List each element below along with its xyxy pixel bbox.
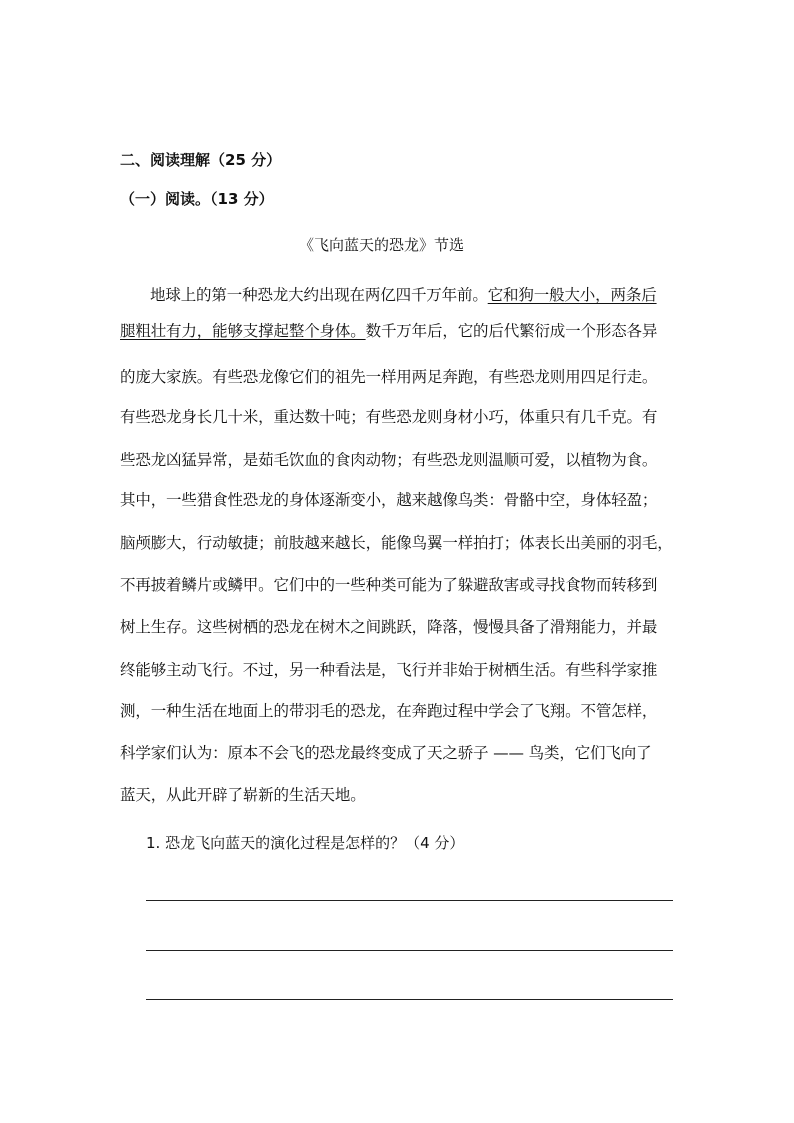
passage-text: 数千万年后，它的后代繁衍成一个形态各异 — [365, 322, 658, 340]
answer-line[interactable] — [146, 950, 673, 951]
section-title: 二、阅读理解（25 分） — [120, 151, 282, 169]
passage-line — [120, 320, 676, 342]
passage-line — [120, 742, 676, 764]
passage-text: 的庞大家族。有些恐龙像它们的祖先一样用两足奔跑，有些恐龙则用四足行走。 — [120, 368, 658, 386]
passage-text: 其中，一些猎食性恐龙的身体逐渐变小，越来越像鸟类：骨骼中空，身体轻盈； — [120, 491, 658, 509]
passage-line — [120, 784, 676, 806]
passage-line — [120, 532, 676, 554]
passage-line — [120, 366, 676, 388]
underlined-sentence: 腿粗壮有力，能够支撑起整个身体。 — [120, 322, 366, 340]
passage-text: 树上生存。这些树栖的恐龙在树木之间跳跃，降落，慢慢具备了滑翔能力，并最 — [120, 618, 658, 636]
underlined-sentence: 它和狗一般大小，两条后 — [487, 286, 657, 304]
passage-line — [120, 406, 676, 428]
passage-text: 不再披着鳞片或鳞甲。它们中的一些种类可能为了躲避敌害或寻找食物而转移到 — [120, 576, 658, 594]
passage-line — [120, 574, 676, 596]
passage-line — [150, 284, 676, 306]
passage-line — [120, 616, 676, 638]
passage-line — [120, 700, 676, 722]
answer-line[interactable] — [146, 999, 673, 1000]
passage-text: 些恐龙凶猛异常，是茹毛饮血的食肉动物；有些恐龙则温顺可爱，以植物为食。 — [120, 451, 658, 469]
passage-text: 测，一种生活在地面上的带羽毛的恐龙，在奔跑过程中学会了飞翔。不管怎样， — [120, 702, 658, 720]
answer-line[interactable] — [146, 900, 673, 901]
passage-line — [120, 489, 676, 511]
passage-line — [120, 659, 676, 681]
passage-text: 有些恐龙身长几十米，重达数十吨；有些恐龙则身材小巧，体重只有几千克。有 — [120, 408, 658, 426]
passage-text: 蓝天，从此开辟了崭新的生活天地。 — [120, 786, 366, 804]
subsection-title: （一）阅读。（13 分） — [120, 190, 274, 208]
passage-title: 《飞向蓝天的恐龙》节选 — [299, 236, 465, 254]
passage-line — [120, 449, 676, 471]
question-1: 1. 恐龙飞向蓝天的演化过程是怎样的？（4 分） — [146, 834, 465, 852]
passage-text: 科学家们认为：原本不会飞的恐龙最终变成了天之骄子 —— 鸟类，它们飞向了 — [120, 744, 652, 762]
passage-text: 脑颅膨大，行动敏捷；前肢越来越长，能像鸟翼一样拍打；体表长出美丽的羽毛， — [120, 534, 673, 552]
passage-text: 地球上的第一种恐龙大约出现在两亿四千万年前。 — [150, 286, 488, 304]
passage-text: 终能够主动飞行。不过，另一种看法是，飞行并非始于树栖生活。有些科学家推 — [120, 661, 658, 679]
